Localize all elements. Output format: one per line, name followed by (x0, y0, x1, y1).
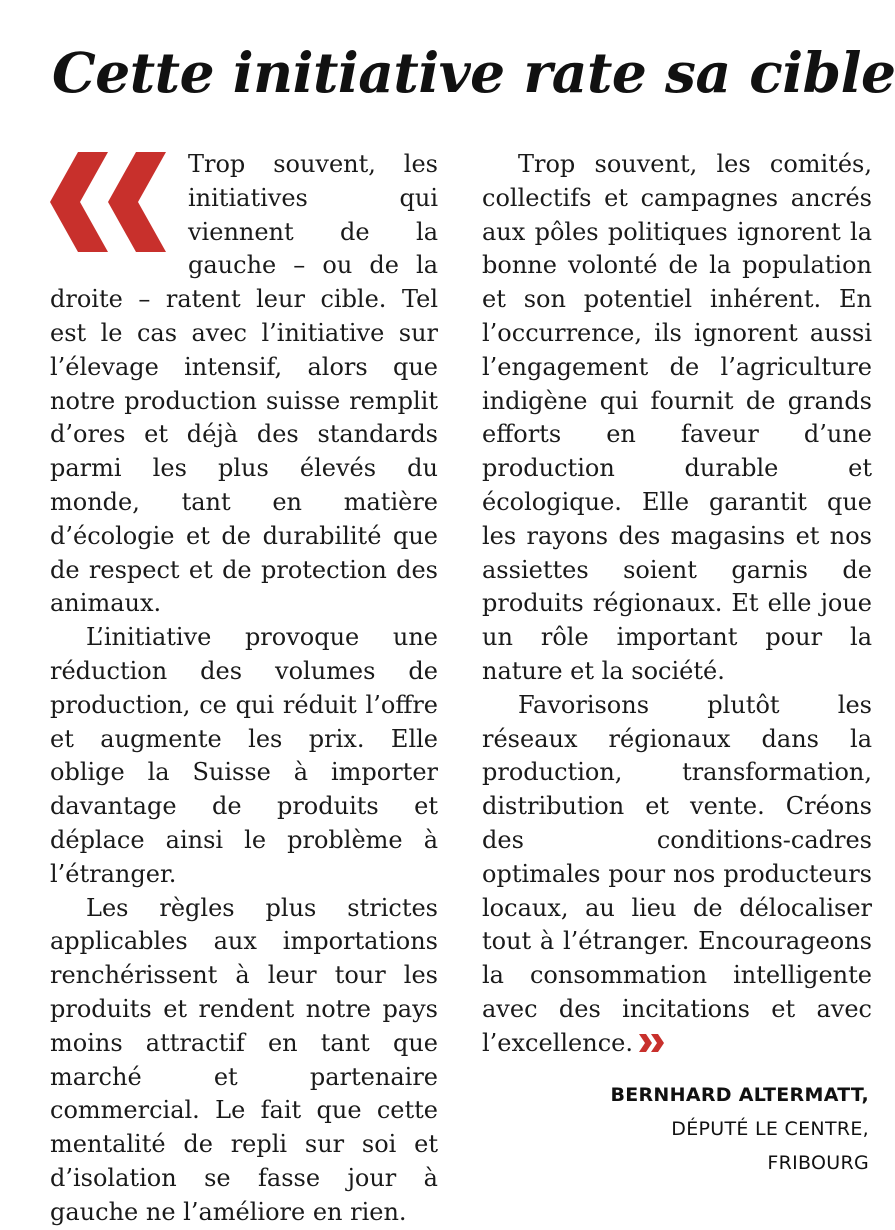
left-paragraph-1: Trop souvent, les initiatives qui viennent de la gauche – ou de la droite – ratent leur cible. Tel est le cas avec l’initiative sur l’élevage intensif, alors que notre production suisse remplit d’ores et déjà des standards parmi les plus élevés du monde, tant en matière d’écologie et de durabilité que de respect et de protection des animaux. (50, 150, 438, 618)
left-paragraph-3: Les règles plus strictes applicables aux importations renchérissent à leur tour les produits et rendent notre pays moins attractif en tant que marché et partenaire commercial. Le fait que cette mentalité de repli sur soi et d’isolation se fasse jour à gauche ne l’améliore en rien. (50, 893, 438, 1226)
left-paragraph-2: L’initiative provoque une réduction des volumes de production, ce qui réduit l’offre et augmente les prix. Elle oblige la Suisse à importer davantage de produits et déplace ainsi le problème à l’étranger. (50, 623, 438, 888)
author-place: FRIBOURG (767, 1152, 869, 1174)
author-name: BERNHARD ALTERMATT, (610, 1084, 869, 1106)
guillemet-chevron-outer (50, 152, 108, 252)
right-paragraph-1: Trop souvent, les comités, collectifs et campagnes ancrés aux pôles politiques ignorent la bonne volonté de la population et son potentiel inhérent. En l’occurrence, ils ignorent aussi l’engagement de l’agriculture indigène qui fournit de grands efforts en faveur d’une production durable et écologique. Elle garantit que les rayons des magasins et nos assiettes soient garnis de produits régionaux. Et elle joue un rôle important pour la nature et la société. (482, 150, 872, 685)
right-paragraph-2 (482, 689, 872, 1061)
author-signature (610, 1078, 869, 1180)
opening-guillemet-icon (50, 152, 176, 252)
closing-guillemet-icon (639, 1034, 665, 1052)
guillemet-chevron-inner (108, 152, 166, 252)
right-column (482, 148, 872, 1061)
right-paragraph-2-text: Favorisons plutôt les réseaux régionaux dans la production, transformation, distribution et vente. Créons des conditions-cadres optimales pour nos producteurs locaux, au lieu de délocaliser tout à l’étranger. Encourageons la consommation intelligente avec des incitations et avec l’excellence. (482, 690, 872, 1057)
author-role: DÉPUTÉ LE CENTRE, (671, 1118, 869, 1140)
headline: Cette initiative rate sa cible (52, 40, 895, 105)
left-column (50, 148, 438, 1230)
